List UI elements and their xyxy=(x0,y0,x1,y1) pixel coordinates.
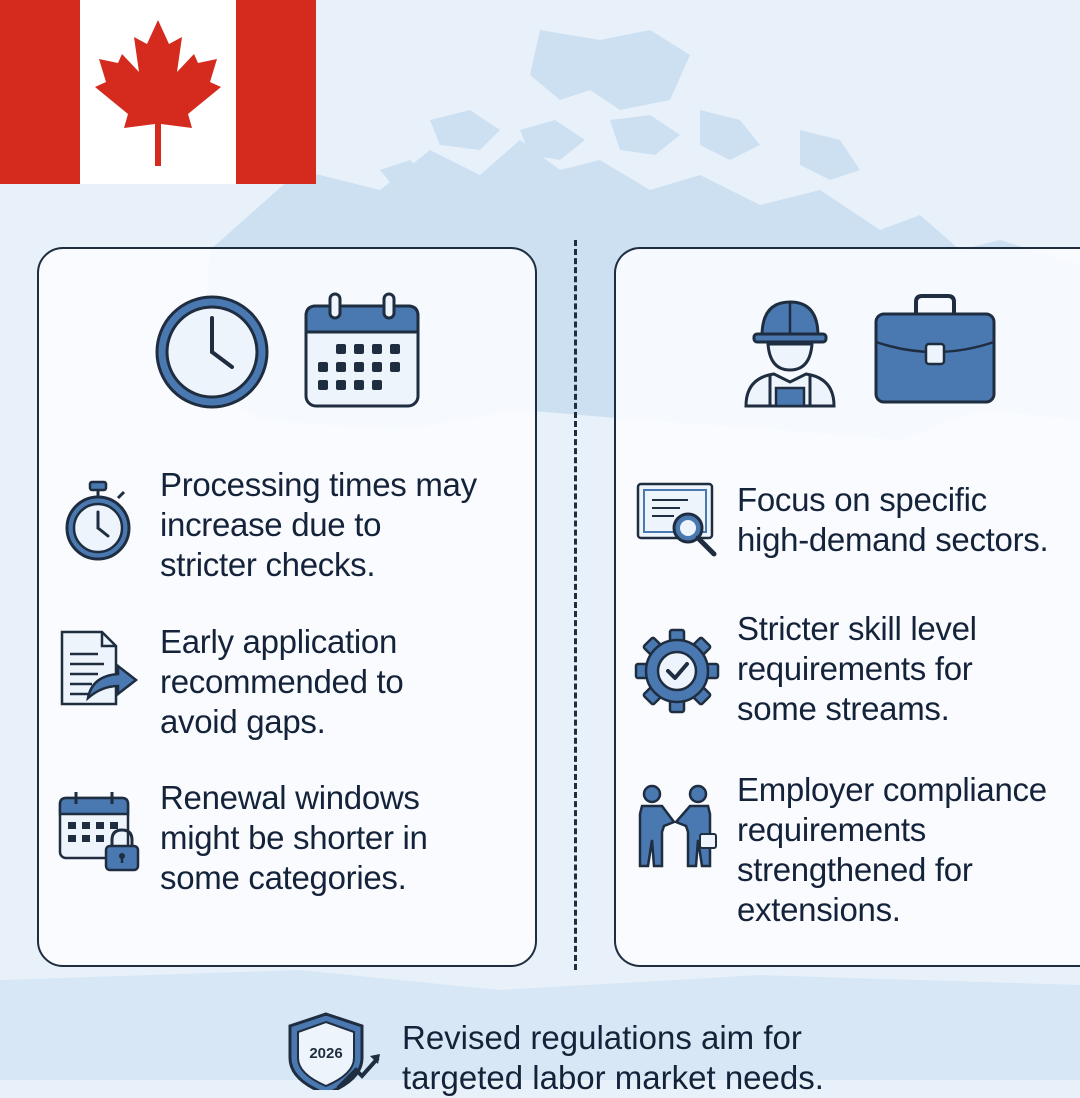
calendar-icon xyxy=(302,292,422,412)
briefcase-icon xyxy=(872,292,998,406)
canada-flag xyxy=(0,0,316,184)
skill-level-text: Stricter skill level requirements for some streams. xyxy=(737,610,977,727)
column-divider xyxy=(574,240,577,970)
certificate-search-icon xyxy=(634,478,720,560)
clock-icon xyxy=(152,292,272,412)
early-application-text: Early application recommended to avoid gaps. xyxy=(160,623,404,740)
renewal-windows-text: Renewal windows might be shorter in some categories. xyxy=(160,779,428,896)
worker-icon xyxy=(740,290,840,408)
employer-compliance-text: Employer compliance requirements strengthened for extensions. xyxy=(737,771,1047,928)
shield-growth-icon xyxy=(284,1010,384,1090)
high-demand-sectors-text: Focus on specific high-demand sectors. xyxy=(737,481,1049,558)
document-arrow-icon xyxy=(58,628,140,710)
processing-times-text: Processing times may increase due to stricter checks. xyxy=(160,466,477,583)
handshake-icon xyxy=(634,784,720,870)
badge-year: 2026 xyxy=(309,1045,343,1062)
gear-check-icon xyxy=(634,628,720,714)
stopwatch-icon xyxy=(62,480,134,562)
calendar-lock-icon xyxy=(58,790,142,872)
footer-summary-text: Revised regulations aim for targeted labor market needs. xyxy=(402,1019,824,1096)
